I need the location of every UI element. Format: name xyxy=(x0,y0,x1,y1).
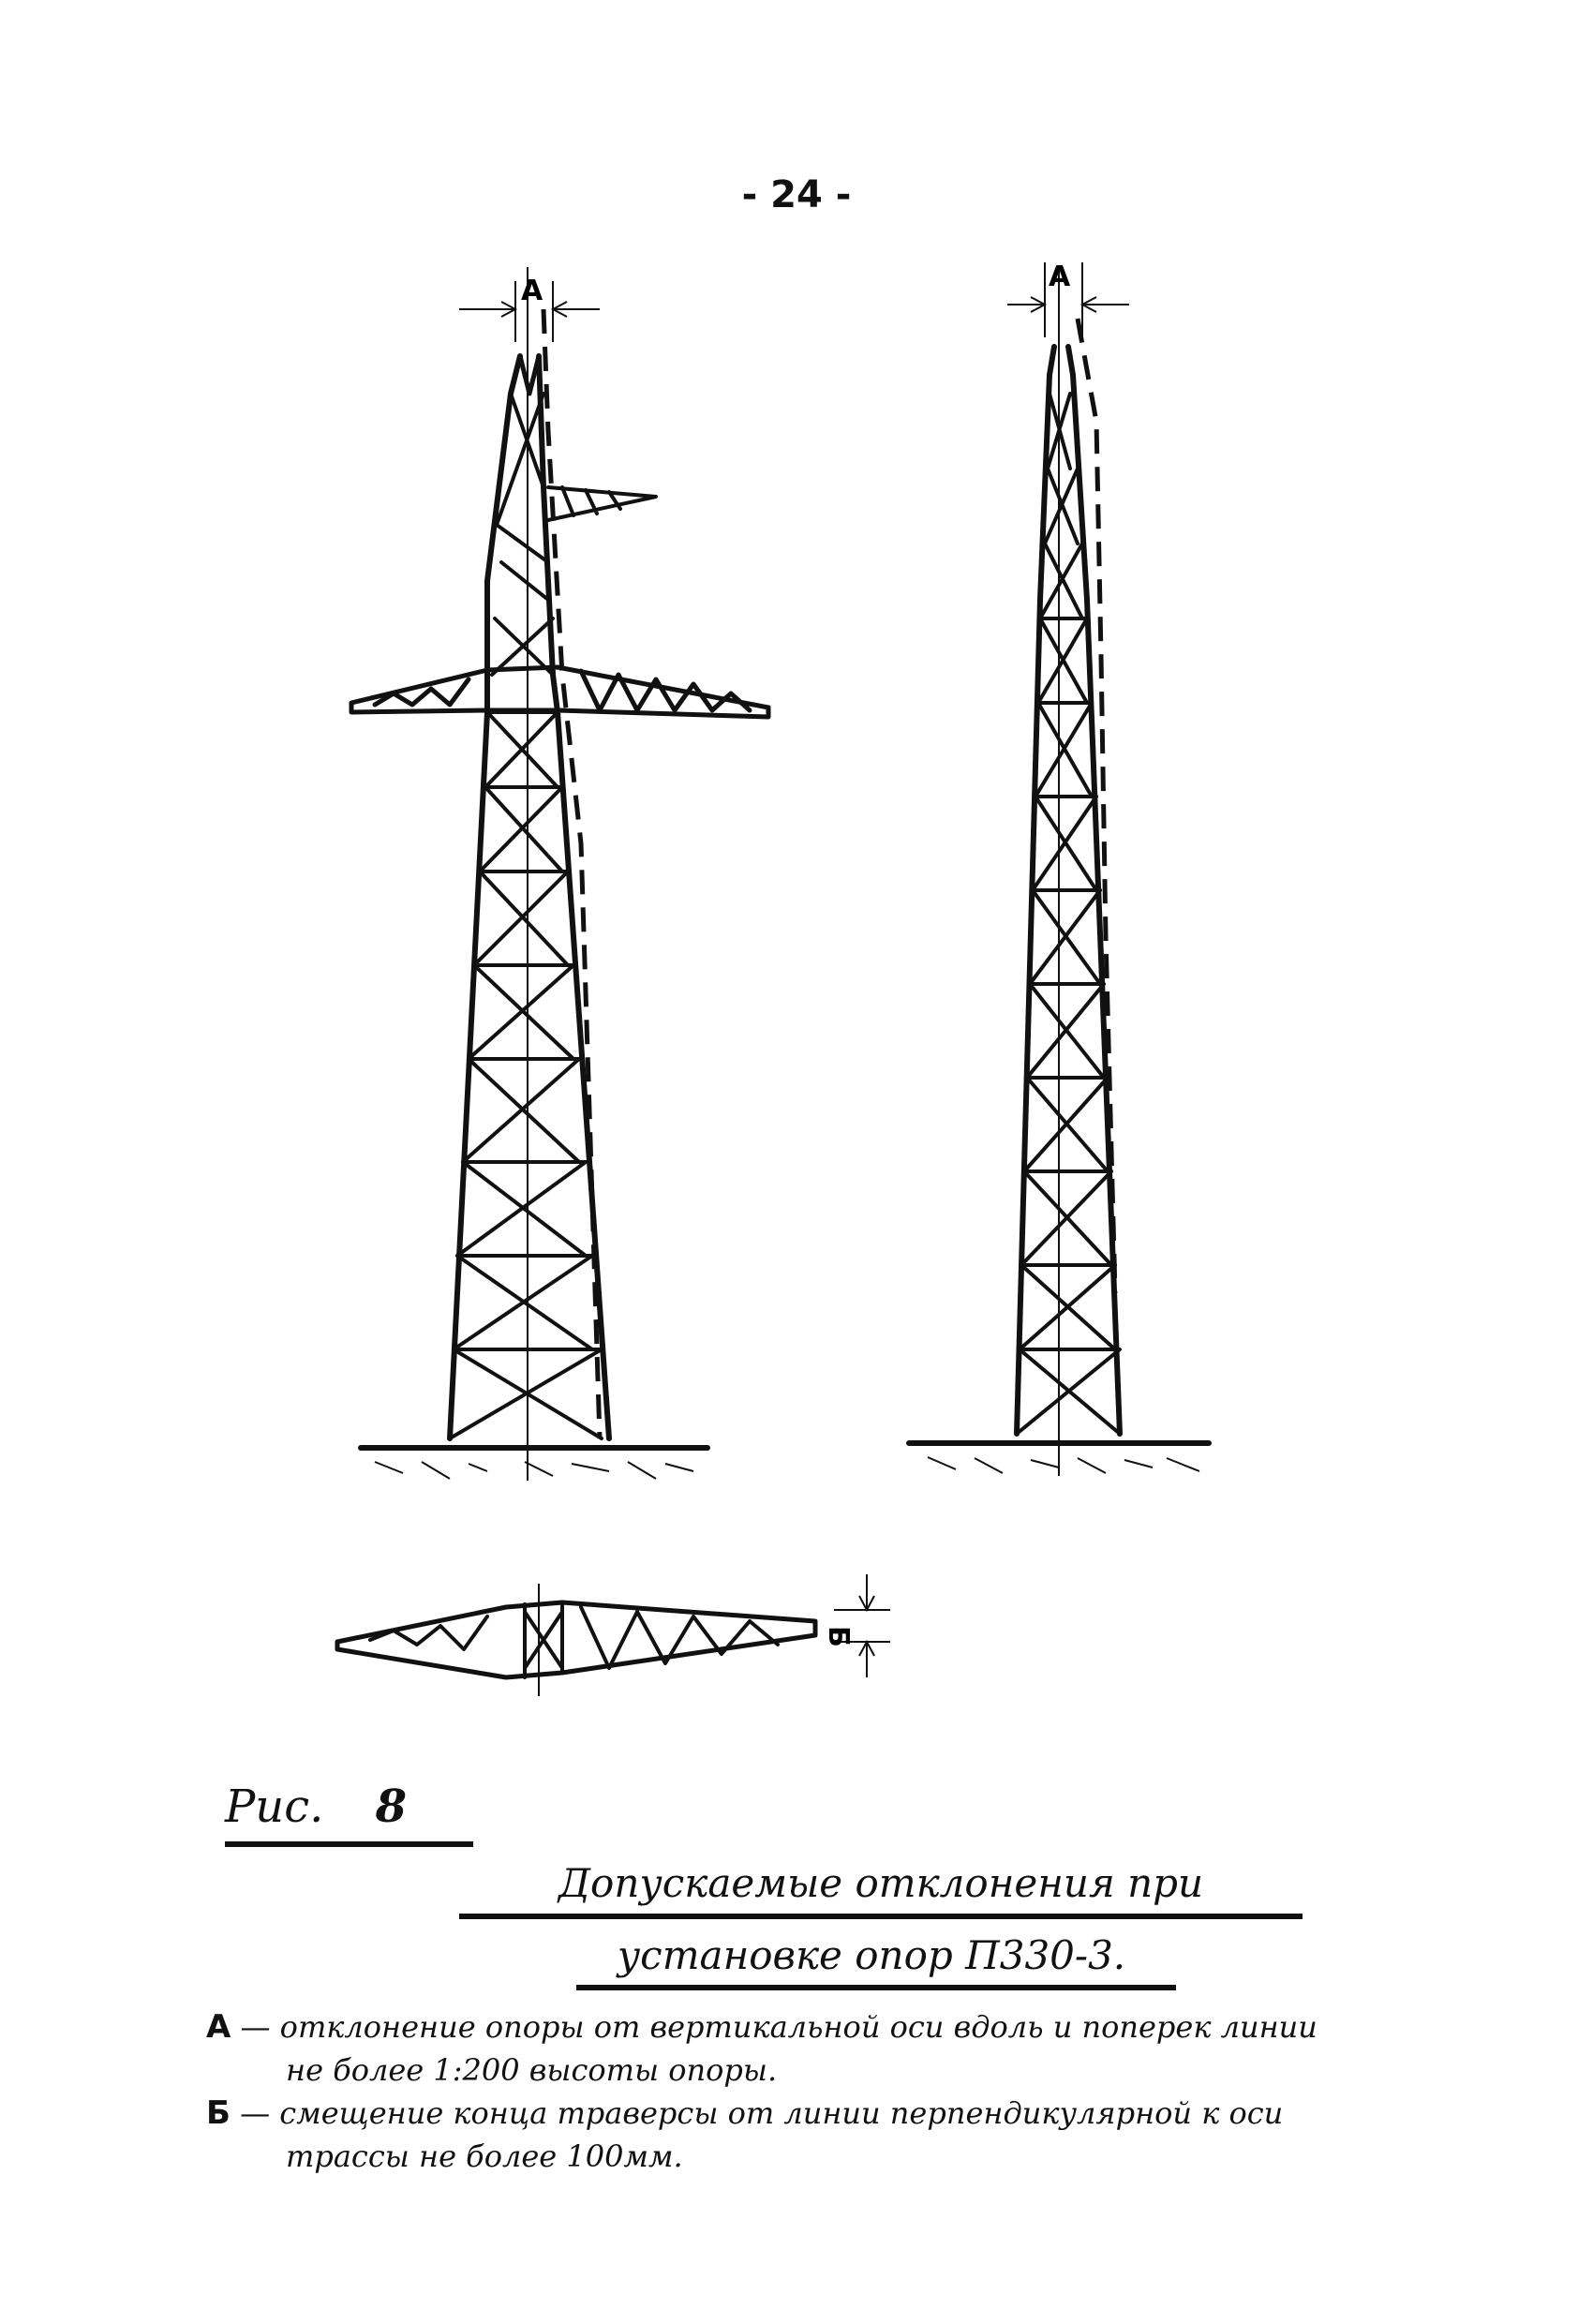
figure-title-line2: установке опор П330-3. xyxy=(617,1932,1126,1978)
legend-text-a-2: не более 1:200 высоты опоры. xyxy=(286,2052,778,2088)
title-underline-1 xyxy=(459,1914,1303,1919)
legend-key-a: А xyxy=(206,2008,231,2046)
crossarm-plan xyxy=(337,1574,890,1696)
caption-underline xyxy=(225,1841,473,1847)
figure-number: 8 xyxy=(375,1780,408,1833)
page-number: - 24 - xyxy=(741,173,852,216)
left-tower xyxy=(351,267,768,1481)
right-tower xyxy=(909,261,1209,1476)
legend-dash-b: — xyxy=(240,2095,271,2131)
legend-item-a xyxy=(206,2005,1424,2092)
legend-key-b: Б xyxy=(206,2094,231,2132)
legend-text-b-1: смещение конца траверсы от линии перпендикулярной к оси xyxy=(279,2095,1284,2131)
figure-caption xyxy=(225,1780,407,1833)
legend xyxy=(206,2005,1424,2178)
legend-dash-a: — xyxy=(240,2009,271,2045)
dimension-a-left: A xyxy=(521,275,543,307)
dimension-b: Б xyxy=(822,1626,855,1647)
title-underline-2 xyxy=(576,1985,1176,1990)
legend-item-b xyxy=(206,2092,1424,2178)
figure-label: Рис. xyxy=(225,1780,324,1833)
legend-text-b-2: трассы не более 100мм. xyxy=(286,2138,683,2174)
legend-text-a-1: отклонение опоры от вертикальной оси вдоль и поперек линии xyxy=(279,2009,1318,2045)
dimension-a-right: A xyxy=(1049,261,1071,293)
figure-title-line1: Допускаемые отклонения при xyxy=(558,1860,1204,1906)
